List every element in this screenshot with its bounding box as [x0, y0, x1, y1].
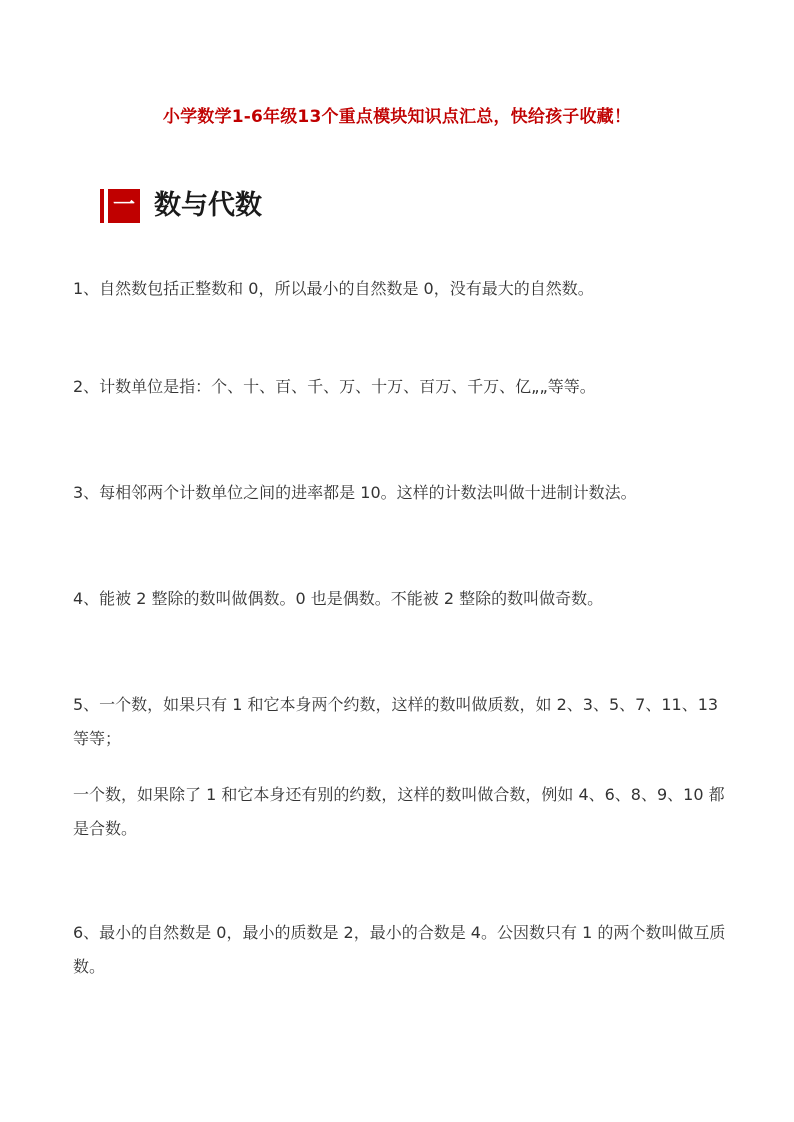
paragraph-4: 4、能被 2 整除的数叫做偶数。0 也是偶数。不能被 2 整除的数叫做奇数。 [73, 589, 604, 608]
paragraph-3: 3、每相邻两个计数单位之间的进率都是 10。这样的计数法叫做十进制计数法。 [73, 483, 637, 502]
paragraph-5: 5、一个数，如果只有 1 和它本身两个约数，这样的数叫做质数，如 2、3、5、7、11、13 等等； [73, 695, 719, 748]
paragraph-2: 2、计数单位是指：个、十、百、千、万、十万、百万、千万、亿„„等等。 [73, 377, 596, 396]
paragraph-5-continued: 一个数，如果除了 1 和它本身还有别的约数，这样的数叫做合数，例如 4、6、8、9、10 都是合数。 [73, 785, 725, 838]
section-number: 一 [108, 189, 140, 223]
paragraph-6: 6、最小的自然数是 0，最小的质数是 2，最小的合数是 4。公因数只有 1 的两个数叫做互质数。 [73, 923, 726, 976]
paragraph-1: 1、自然数包括正整数和 0，所以最小的自然数是 0，没有最大的自然数。 [73, 279, 594, 298]
section-title: 数与代数 [154, 190, 262, 221]
document-title: 小学数学1-6年级13个重点模块知识点汇总，快给孩子收藏！ [162, 107, 632, 127]
section-number-marker [100, 189, 140, 223]
section-marker-bar [100, 189, 104, 223]
section-header [100, 188, 262, 224]
